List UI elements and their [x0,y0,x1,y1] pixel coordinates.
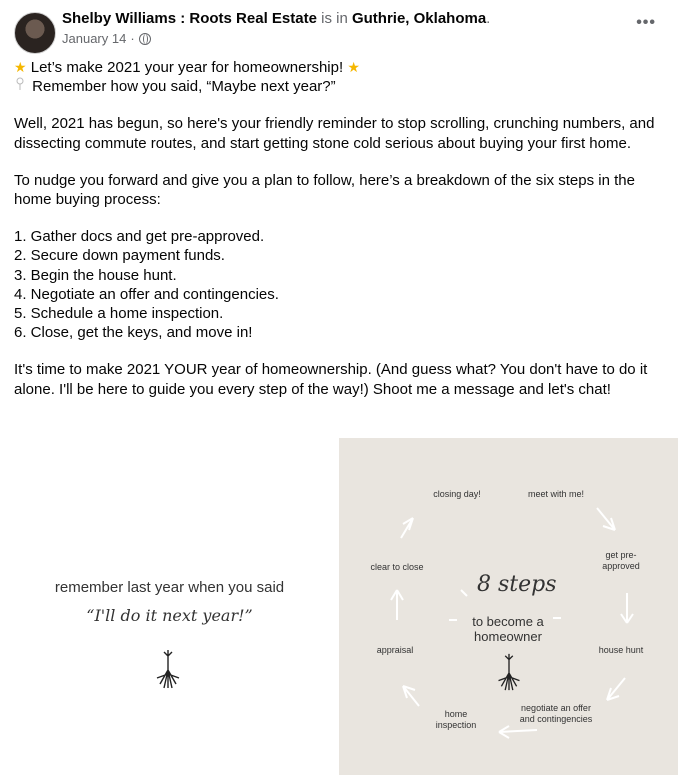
post-line-1 [14,58,664,77]
eight-steps-script: 8 steps [477,572,557,597]
post-body [14,58,664,399]
post-line-1-text: Let’s make 2021 your year for homeownership! [30,59,344,76]
left-image[interactable] [0,438,339,775]
step-item: 5. Schedule a home inspection. [14,305,224,323]
post-paragraph-3: It's time to make 2021 YOUR year of homeownership. (And guess what? You don't have to do it alone. I'll be here to guide you every step of the way!) Shoot me a message and let's chat! [14,361,648,398]
step-appraisal: appraisal [376,645,414,655]
more-options-button[interactable]: ••• [636,14,656,31]
post-line-2 [14,77,664,96]
author-name[interactable]: Shelby Williams : Roots Real Estate [62,10,317,27]
become-homeowner-text: to become a homeowner [472,614,544,644]
post-paragraph-2: To nudge you forward and give you a plan to follow, here’s a breakdown of the six steps in the home buying process: [14,171,635,209]
post-paragraph-1: Well, 2021 has begun, so here's your friendly reminder to stop scrolling, crunching numbers, and dissecting commute routes, and start getting stone cold serious about buying your first home. [14,115,655,152]
star-icon: ★ [347,59,360,75]
right-image[interactable] [339,438,678,775]
script-quote: “I'll do it next year!” [86,606,253,625]
tree-icon [154,648,182,690]
step-house-hunt: house hunt [598,645,644,655]
step-item: 6. Close, get the keys, and move in! [14,324,253,342]
post-images [0,438,678,775]
post-header [14,8,664,50]
remember-text: remember last year when you said [54,579,285,596]
avatar[interactable] [14,12,56,54]
globe-icon [139,33,151,45]
step-clear-to-close: clear to close [370,562,424,572]
pin-icon [14,77,28,96]
step-negotiate: negotiate an offer and contingencies [519,703,593,724]
step-home-inspection: home inspection [435,709,477,730]
step-item: 4. Negotiate an offer and contingencies. [14,285,279,303]
tree-icon [495,652,523,692]
step-get-preapproved: get pre- approved [602,550,640,571]
post-meta [62,31,151,46]
step-item: 1. Gather docs and get pre-approved. [14,228,265,246]
post-date[interactable]: January 14 [62,31,127,46]
step-closing-day: closing day! [433,489,481,499]
step-item: 3. Begin the house hunt. [14,266,177,284]
post-line-2-text: Remember how you said, “Maybe next year?” [32,78,336,96]
cycle-arrows [339,438,678,775]
meta-separator: · [130,31,135,46]
is-in-text: is in [321,10,348,27]
step-item: 2. Secure down payment funds. [14,247,225,265]
step-meet-with-me: meet with me! [527,489,585,499]
period-text: . [486,10,491,27]
star-icon: ★ [14,59,27,75]
location-link[interactable]: Guthrie, Oklahoma [351,10,487,27]
post-title-line [62,10,490,27]
